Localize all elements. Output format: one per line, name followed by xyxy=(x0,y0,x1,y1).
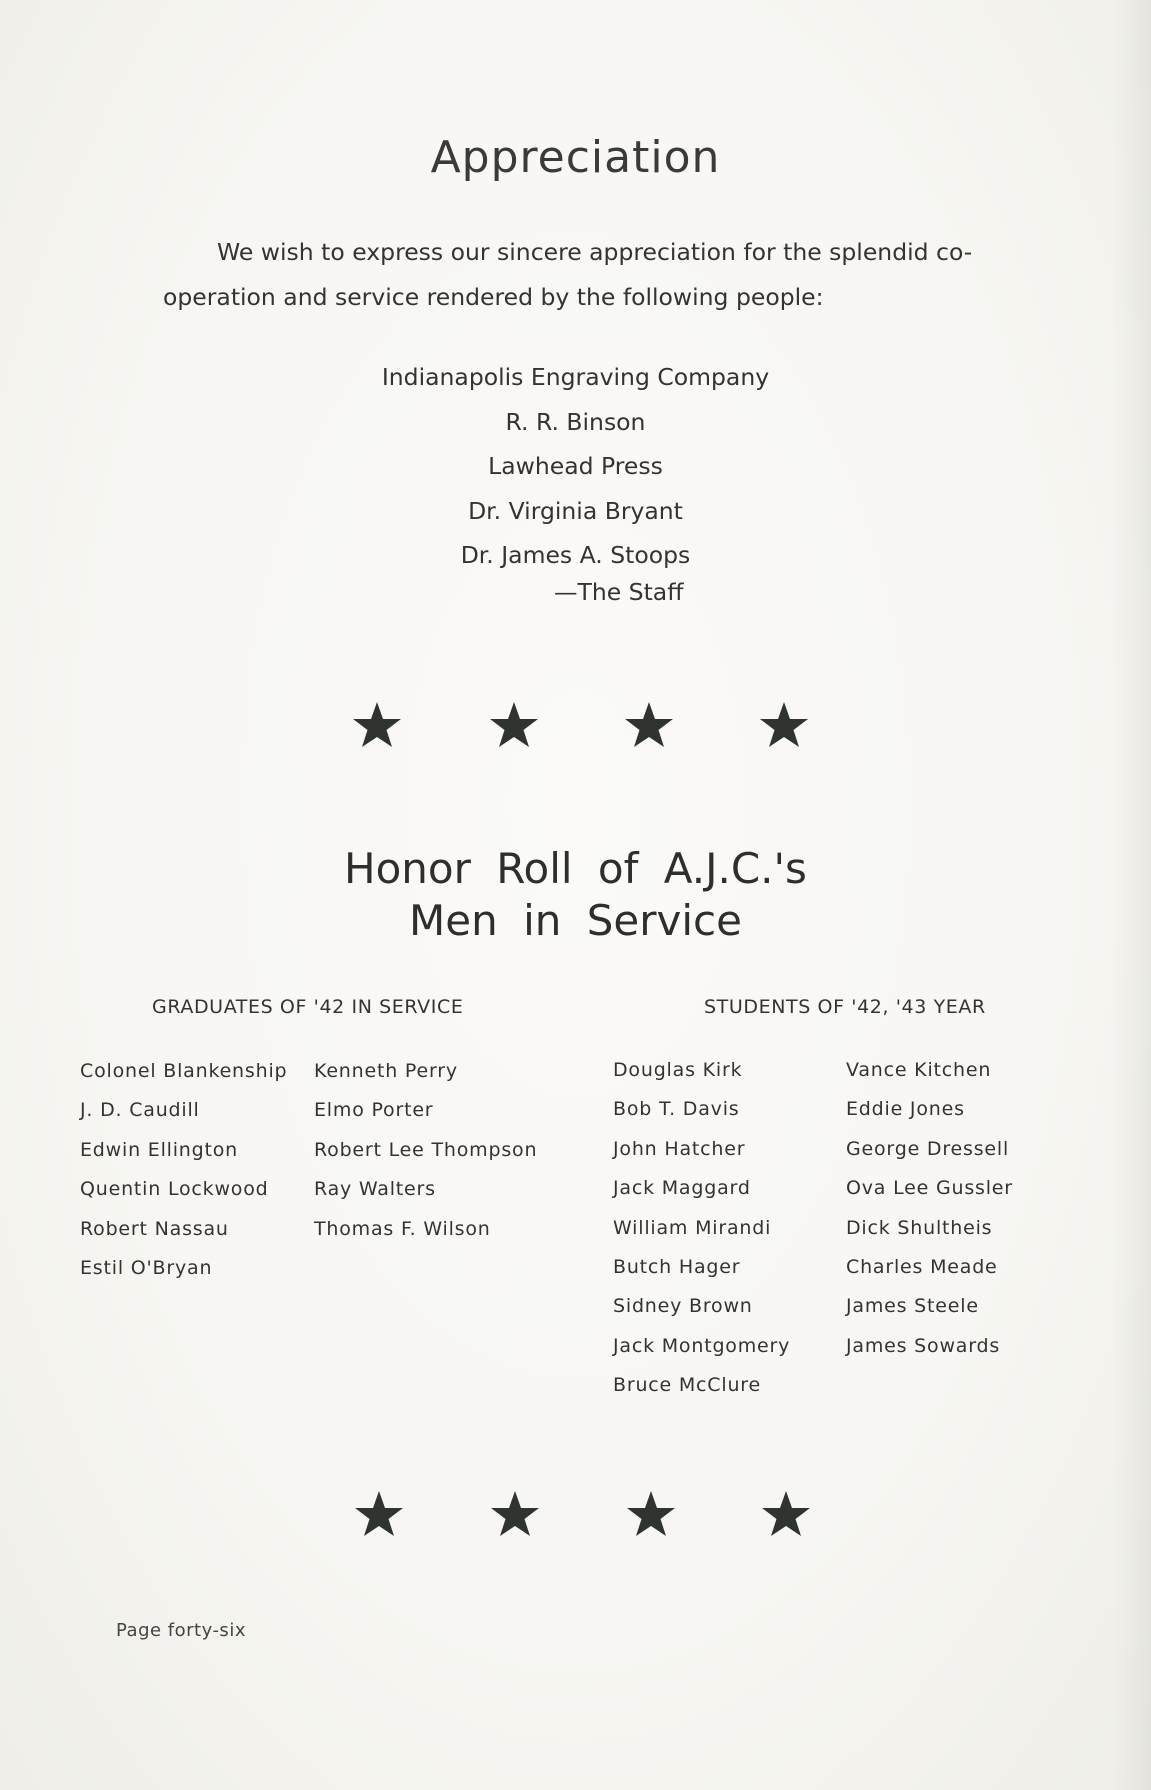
list-item: Elmo Porter xyxy=(314,1099,434,1122)
graduates-list-1 xyxy=(80,1052,287,1288)
honor-roll-title-line-1: Honor Roll of A.J.C.'s xyxy=(344,844,807,893)
list-item: Thomas F. Wilson xyxy=(314,1217,491,1240)
list-item: Charles Meade xyxy=(846,1255,998,1278)
list-item: Jack Maggard xyxy=(613,1177,751,1200)
credit-item: Dr. James A. Stoops xyxy=(460,541,691,569)
list-item: Sidney Brown xyxy=(613,1295,753,1318)
list-item: Butch Hager xyxy=(613,1255,741,1278)
list-item: Estil O'Bryan xyxy=(80,1256,213,1279)
star-icon xyxy=(626,1489,676,1539)
appreciation-intro xyxy=(163,230,1008,320)
credit-item: Lawhead Press xyxy=(488,452,663,480)
star-icon xyxy=(489,700,539,750)
appreciation-title: Appreciation xyxy=(430,132,721,183)
star-divider-top xyxy=(0,700,1151,760)
list-item: John Hatcher xyxy=(613,1137,746,1160)
list-item: Ray Walters xyxy=(314,1178,436,1201)
graduates-heading: GRADUATES OF '42 IN SERVICE xyxy=(152,996,464,1018)
students-list-2 xyxy=(846,1051,1013,1366)
star-icon xyxy=(354,1489,404,1539)
honor-roll-title xyxy=(0,843,1151,947)
list-item: Ova Lee Gussler xyxy=(846,1177,1013,1200)
star-icon xyxy=(761,1489,811,1539)
list-item: Bruce McClure xyxy=(613,1374,761,1397)
list-item: J. D. Caudill xyxy=(80,1099,200,1122)
credits-list xyxy=(0,355,1151,578)
list-item: Edwin Ellington xyxy=(80,1138,239,1161)
list-item: James Sowards xyxy=(846,1334,1001,1357)
credit-item: Dr. Virginia Bryant xyxy=(468,496,683,525)
list-item: George Dressell xyxy=(846,1137,1010,1160)
list-item: James Steele xyxy=(846,1295,979,1318)
list-item: Eddie Jones xyxy=(846,1098,965,1121)
star-icon xyxy=(352,700,402,750)
list-item: William Mirandi xyxy=(613,1216,772,1239)
star-icon xyxy=(759,700,809,750)
list-item: Jack Montgomery xyxy=(613,1334,791,1357)
star-icon xyxy=(624,700,674,750)
list-item: Vance Kitchen xyxy=(846,1059,992,1081)
intro-line-2: operation and service rendered by the following people: xyxy=(163,283,824,311)
list-item: Colonel Blankenship xyxy=(80,1060,288,1082)
students-list-1 xyxy=(613,1051,790,1406)
list-item: Robert Lee Thompson xyxy=(314,1138,538,1161)
graduates-list-2 xyxy=(314,1052,537,1249)
credit-item: R. R. Binson xyxy=(505,407,646,436)
page-number: Page forty-six xyxy=(116,1620,246,1641)
credit-item: Indianapolis Engraving Company xyxy=(381,363,770,391)
list-item: Kenneth Perry xyxy=(314,1060,458,1082)
star-icon xyxy=(490,1489,540,1539)
list-item: Douglas Kirk xyxy=(613,1059,743,1081)
students-heading: STUDENTS OF '42, '43 YEAR xyxy=(704,996,986,1018)
list-item: Bob T. Davis xyxy=(613,1098,740,1121)
list-item: Quentin Lockwood xyxy=(80,1178,269,1201)
intro-line-1-text: We wish to express our sincere appreciation for the splendid co- xyxy=(217,238,973,266)
star-divider-bottom xyxy=(0,1489,1151,1549)
list-item: Dick Shultheis xyxy=(846,1216,993,1239)
intro-line-1 xyxy=(163,230,1008,275)
honor-roll-title-line-2: Men in Service xyxy=(409,896,742,945)
list-item: Robert Nassau xyxy=(80,1217,229,1240)
staff-signoff: —The Staff xyxy=(554,578,684,606)
